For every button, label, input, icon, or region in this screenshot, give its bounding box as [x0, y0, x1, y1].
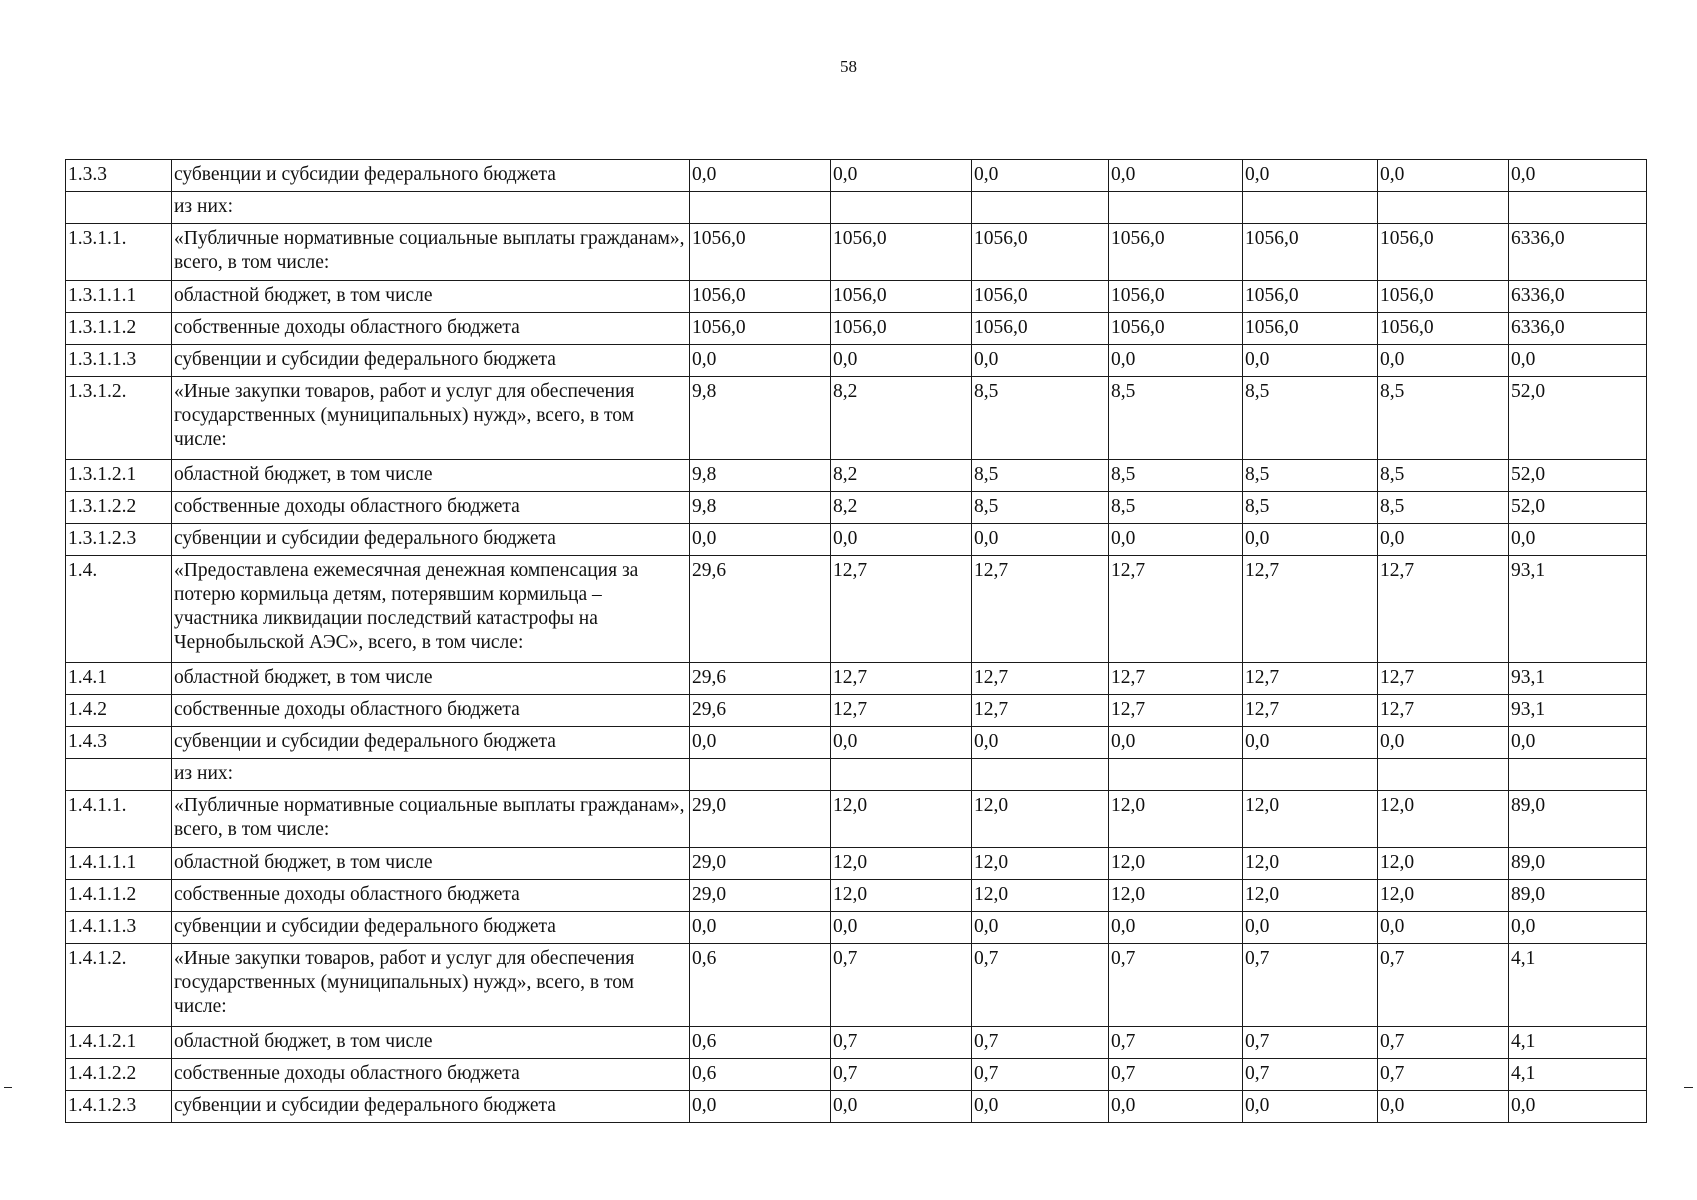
row-name-cell: областной бюджет, в том числе — [172, 848, 690, 880]
value-cell: 12,7 — [1243, 556, 1378, 663]
value-cell: 0,0 — [831, 160, 972, 192]
value-cell: 8,5 — [972, 460, 1109, 492]
value-cell: 0,0 — [1243, 912, 1378, 944]
row-name-cell: областной бюджет, в том числе — [172, 281, 690, 313]
table-row — [66, 556, 1647, 663]
value-cell: 12,0 — [1243, 791, 1378, 848]
value-cell: 0,0 — [1378, 524, 1509, 556]
value-cell: 8,5 — [972, 492, 1109, 524]
value-cell: 0,0 — [1509, 345, 1647, 377]
table-row — [66, 695, 1647, 727]
row-code-cell: 1.4.1.2.2 — [66, 1059, 172, 1091]
value-cell: 4,1 — [1509, 944, 1647, 1027]
value-cell: 8,5 — [1243, 460, 1378, 492]
value-cell: 0,7 — [1109, 1059, 1243, 1091]
value-cell: 1056,0 — [1378, 224, 1509, 281]
value-cell: 12,0 — [972, 848, 1109, 880]
value-cell: 0,7 — [831, 1059, 972, 1091]
value-cell: 0,7 — [1109, 944, 1243, 1027]
row-name-cell: субвенции и субсидии федерального бюджета — [172, 1091, 690, 1123]
table-row — [66, 492, 1647, 524]
value-cell: 0,0 — [1243, 345, 1378, 377]
value-cell: 12,0 — [1243, 880, 1378, 912]
value-cell: 0,0 — [690, 160, 831, 192]
table-row — [66, 1027, 1647, 1059]
value-cell: 52,0 — [1509, 492, 1647, 524]
row-code-cell: 1.4.3 — [66, 727, 172, 759]
value-cell: 0,0 — [972, 727, 1109, 759]
page-number: 58 — [840, 57, 857, 76]
value-cell: 1056,0 — [690, 313, 831, 345]
value-cell: 0,0 — [972, 1091, 1109, 1123]
value-cell: 12,7 — [1378, 695, 1509, 727]
value-cell: 8,2 — [831, 377, 972, 460]
table-row — [66, 1059, 1647, 1091]
row-name-cell: собственные доходы областного бюджета — [172, 695, 690, 727]
value-cell: 12,7 — [1378, 663, 1509, 695]
value-cell: 12,0 — [1378, 791, 1509, 848]
value-cell: 6336,0 — [1509, 313, 1647, 345]
value-cell: 1056,0 — [1378, 281, 1509, 313]
row-code-cell: 1.3.1.1. — [66, 224, 172, 281]
value-cell: 9,8 — [690, 460, 831, 492]
row-name-cell: «Публичные нормативные социальные выплаты гражданам», всего, в том числе: — [172, 791, 690, 848]
value-cell: 93,1 — [1509, 695, 1647, 727]
value-cell: 12,0 — [1109, 791, 1243, 848]
value-cell: 0,0 — [831, 727, 972, 759]
value-cell: 1056,0 — [831, 224, 972, 281]
row-code-cell: 1.3.3 — [66, 160, 172, 192]
row-code-cell: 1.3.1.1.3 — [66, 345, 172, 377]
value-cell: 0,7 — [1378, 1059, 1509, 1091]
value-cell: 93,1 — [1509, 663, 1647, 695]
value-cell: 0,0 — [831, 345, 972, 377]
value-cell: 0,7 — [831, 1027, 972, 1059]
value-cell: 0,0 — [831, 524, 972, 556]
value-cell — [690, 759, 831, 791]
value-cell: 0,0 — [972, 345, 1109, 377]
value-cell — [1243, 759, 1378, 791]
value-cell: 0,0 — [972, 160, 1109, 192]
value-cell: 0,0 — [1243, 524, 1378, 556]
value-cell: 12,0 — [1378, 848, 1509, 880]
value-cell: 1056,0 — [1243, 224, 1378, 281]
value-cell: 29,6 — [690, 663, 831, 695]
value-cell: 12,7 — [1243, 695, 1378, 727]
value-cell: 9,8 — [690, 377, 831, 460]
row-name-cell: субвенции и субсидии федерального бюджета — [172, 912, 690, 944]
value-cell — [1509, 759, 1647, 791]
value-cell — [831, 759, 972, 791]
value-cell: 0,0 — [1243, 727, 1378, 759]
table-row — [66, 345, 1647, 377]
value-cell: 6336,0 — [1509, 281, 1647, 313]
row-name-cell: областной бюджет, в том числе — [172, 460, 690, 492]
row-name-cell: областной бюджет, в том числе — [172, 1027, 690, 1059]
value-cell: 1056,0 — [1109, 224, 1243, 281]
table-row — [66, 880, 1647, 912]
value-cell: 8,2 — [831, 492, 972, 524]
value-cell: 0,0 — [1378, 912, 1509, 944]
value-cell: 8,5 — [1109, 492, 1243, 524]
row-code-cell: 1.3.1.2.2 — [66, 492, 172, 524]
value-cell: 12,7 — [831, 556, 972, 663]
value-cell: 12,0 — [1109, 848, 1243, 880]
table-row — [66, 160, 1647, 192]
row-code-cell: 1.4.1.2. — [66, 944, 172, 1027]
value-cell: 1056,0 — [831, 281, 972, 313]
value-cell: 8,5 — [1243, 377, 1378, 460]
table-row — [66, 192, 1647, 224]
value-cell: 0,7 — [1109, 1027, 1243, 1059]
value-cell: 0,7 — [972, 1027, 1109, 1059]
value-cell: 1056,0 — [831, 313, 972, 345]
value-cell: 12,7 — [1378, 556, 1509, 663]
value-cell: 8,5 — [1109, 460, 1243, 492]
value-cell: 0,0 — [1378, 727, 1509, 759]
value-cell: 12,0 — [831, 791, 972, 848]
value-cell — [1109, 759, 1243, 791]
table-row — [66, 313, 1647, 345]
table-row — [66, 224, 1647, 281]
value-cell: 1056,0 — [972, 281, 1109, 313]
value-cell: 12,0 — [1243, 848, 1378, 880]
table-row — [66, 944, 1647, 1027]
value-cell: 29,6 — [690, 556, 831, 663]
table-row — [66, 281, 1647, 313]
value-cell: 0,7 — [972, 1059, 1109, 1091]
value-cell: 1056,0 — [1243, 313, 1378, 345]
value-cell: 8,5 — [1109, 377, 1243, 460]
row-name-cell: из них: — [172, 759, 690, 791]
value-cell: 0,0 — [690, 727, 831, 759]
value-cell: 89,0 — [1509, 791, 1647, 848]
row-name-cell: «Предоставлена ежемесячная денежная компенсация за потерю кормильца детям, потерявшим кормильца – участника ликвидации последствий катастрофы на Чернобыльской АЭС», всего, в том числе: — [172, 556, 690, 663]
value-cell: 0,7 — [1243, 1027, 1378, 1059]
value-cell: 1056,0 — [972, 224, 1109, 281]
value-cell: 0,0 — [1509, 524, 1647, 556]
value-cell: 12,0 — [1378, 880, 1509, 912]
value-cell: 0,0 — [1378, 345, 1509, 377]
value-cell: 1056,0 — [1378, 313, 1509, 345]
row-name-cell: субвенции и субсидии федерального бюджета — [172, 727, 690, 759]
value-cell: 8,5 — [1243, 492, 1378, 524]
value-cell: 9,8 — [690, 492, 831, 524]
value-cell: 12,7 — [831, 663, 972, 695]
value-cell — [1509, 192, 1647, 224]
row-name-cell: «Публичные нормативные социальные выплаты гражданам», всего, в том числе: — [172, 224, 690, 281]
row-code-cell: 1.3.1.2. — [66, 377, 172, 460]
value-cell: 29,0 — [690, 880, 831, 912]
value-cell: 12,0 — [831, 880, 972, 912]
value-cell: 4,1 — [1509, 1059, 1647, 1091]
row-name-cell: собственные доходы областного бюджета — [172, 1059, 690, 1091]
value-cell: 52,0 — [1509, 377, 1647, 460]
value-cell: 12,7 — [972, 663, 1109, 695]
table-row — [66, 1091, 1647, 1123]
table-row — [66, 460, 1647, 492]
value-cell: 0,0 — [1109, 727, 1243, 759]
value-cell: 0,0 — [690, 912, 831, 944]
value-cell: 0,0 — [1509, 727, 1647, 759]
table-row — [66, 791, 1647, 848]
table-row — [66, 848, 1647, 880]
value-cell: 1056,0 — [1109, 313, 1243, 345]
value-cell: 8,2 — [831, 460, 972, 492]
value-cell: 0,0 — [1378, 160, 1509, 192]
value-cell: 0,0 — [690, 524, 831, 556]
value-cell: 0,6 — [690, 1059, 831, 1091]
row-name-cell: «Иные закупки товаров, работ и услуг для обеспечения государственных (муниципальных) нужд», всего, в том числе: — [172, 377, 690, 460]
row-code-cell: 1.4.1.2.3 — [66, 1091, 172, 1123]
row-code-cell: 1.3.1.1.2 — [66, 313, 172, 345]
value-cell — [1378, 192, 1509, 224]
value-cell: 0,7 — [972, 944, 1109, 1027]
value-cell: 0,0 — [1509, 1091, 1647, 1123]
value-cell: 12,7 — [1243, 663, 1378, 695]
row-code-cell: 1.3.1.1.1 — [66, 281, 172, 313]
value-cell: 0,0 — [1109, 1091, 1243, 1123]
value-cell — [1378, 759, 1509, 791]
row-code-cell: 1.4. — [66, 556, 172, 663]
value-cell: 12,0 — [831, 848, 972, 880]
value-cell: 12,0 — [972, 791, 1109, 848]
value-cell: 0,7 — [1378, 1027, 1509, 1059]
row-code-cell: 1.4.2 — [66, 695, 172, 727]
value-cell: 1056,0 — [690, 224, 831, 281]
table-row — [66, 759, 1647, 791]
value-cell — [972, 759, 1109, 791]
value-cell: 0,0 — [1509, 160, 1647, 192]
value-cell: 12,7 — [1109, 556, 1243, 663]
value-cell — [1109, 192, 1243, 224]
row-code-cell: 1.4.1.1.1 — [66, 848, 172, 880]
value-cell: 12,7 — [972, 556, 1109, 663]
value-cell: 12,7 — [1109, 695, 1243, 727]
row-name-cell: субвенции и субсидии федерального бюджета — [172, 524, 690, 556]
value-cell: 8,5 — [1378, 460, 1509, 492]
value-cell — [1243, 192, 1378, 224]
value-cell: 0,7 — [1243, 944, 1378, 1027]
table-row — [66, 912, 1647, 944]
row-code-cell: 1.3.1.2.1 — [66, 460, 172, 492]
value-cell: 12,0 — [972, 880, 1109, 912]
table-row — [66, 377, 1647, 460]
row-name-cell: субвенции и субсидии федерального бюджета — [172, 160, 690, 192]
row-name-cell: собственные доходы областного бюджета — [172, 313, 690, 345]
value-cell: 29,0 — [690, 791, 831, 848]
value-cell: 0,0 — [1109, 524, 1243, 556]
row-code-cell: 1.4.1 — [66, 663, 172, 695]
table-body — [66, 160, 1647, 1123]
value-cell: 52,0 — [1509, 460, 1647, 492]
value-cell: 0,7 — [1243, 1059, 1378, 1091]
table-row — [66, 727, 1647, 759]
row-name-cell: собственные доходы областного бюджета — [172, 492, 690, 524]
row-code-cell: 1.4.1.2.1 — [66, 1027, 172, 1059]
value-cell: 29,0 — [690, 848, 831, 880]
row-name-cell: субвенции и субсидии федерального бюджета — [172, 345, 690, 377]
value-cell: 4,1 — [1509, 1027, 1647, 1059]
value-cell: 1056,0 — [972, 313, 1109, 345]
value-cell: 0,0 — [690, 345, 831, 377]
value-cell — [690, 192, 831, 224]
row-code-cell — [66, 192, 172, 224]
row-code-cell — [66, 759, 172, 791]
row-code-cell: 1.4.1.1.2 — [66, 880, 172, 912]
value-cell: 1056,0 — [1109, 281, 1243, 313]
value-cell: 0,0 — [1243, 1091, 1378, 1123]
row-code-cell: 1.4.1.1.3 — [66, 912, 172, 944]
row-name-cell: собственные доходы областного бюджета — [172, 880, 690, 912]
value-cell: 29,6 — [690, 695, 831, 727]
table-row — [66, 524, 1647, 556]
value-cell — [972, 192, 1109, 224]
value-cell: 12,7 — [1109, 663, 1243, 695]
row-name-cell: из них: — [172, 192, 690, 224]
value-cell: 12,7 — [972, 695, 1109, 727]
value-cell: 0,7 — [1378, 944, 1509, 1027]
value-cell: 0,0 — [831, 912, 972, 944]
value-cell: 0,0 — [1243, 160, 1378, 192]
value-cell: 0,0 — [690, 1091, 831, 1123]
value-cell: 1056,0 — [1243, 281, 1378, 313]
value-cell: 0,6 — [690, 944, 831, 1027]
value-cell: 12,7 — [831, 695, 972, 727]
budget-table — [65, 159, 1647, 1123]
value-cell: 12,0 — [1109, 880, 1243, 912]
value-cell: 0,0 — [972, 524, 1109, 556]
row-name-cell: областной бюджет, в том числе — [172, 663, 690, 695]
value-cell: 0,0 — [1109, 912, 1243, 944]
left-margin-mark — [4, 1087, 12, 1088]
value-cell: 0,6 — [690, 1027, 831, 1059]
value-cell: 8,5 — [1378, 492, 1509, 524]
value-cell: 89,0 — [1509, 880, 1647, 912]
value-cell: 0,0 — [1109, 345, 1243, 377]
value-cell: 0,0 — [1109, 160, 1243, 192]
value-cell: 89,0 — [1509, 848, 1647, 880]
value-cell: 8,5 — [972, 377, 1109, 460]
right-margin-mark — [1684, 1087, 1693, 1088]
value-cell: 0,0 — [1378, 1091, 1509, 1123]
value-cell: 0,0 — [972, 912, 1109, 944]
value-cell: 0,7 — [831, 944, 972, 1027]
value-cell: 8,5 — [1378, 377, 1509, 460]
value-cell: 6336,0 — [1509, 224, 1647, 281]
value-cell: 0,0 — [1509, 912, 1647, 944]
value-cell — [831, 192, 972, 224]
table-row — [66, 663, 1647, 695]
value-cell: 1056,0 — [690, 281, 831, 313]
value-cell: 0,0 — [831, 1091, 972, 1123]
row-code-cell: 1.4.1.1. — [66, 791, 172, 848]
row-name-cell: «Иные закупки товаров, работ и услуг для обеспечения государственных (муниципальных) нужд», всего, в том числе: — [172, 944, 690, 1027]
row-code-cell: 1.3.1.2.3 — [66, 524, 172, 556]
value-cell: 93,1 — [1509, 556, 1647, 663]
